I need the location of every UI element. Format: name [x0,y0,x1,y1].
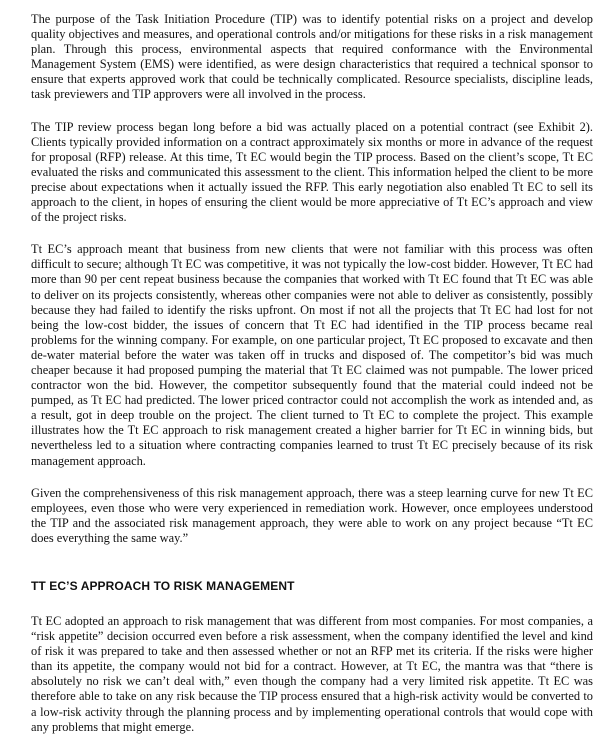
paragraph-risk-appetite: Tt EC adopted an approach to risk management that was different from most companies. For most companies, a “risk appetite” decision occurred even before a risk assessment, when the company identified the level and kind of risk it was prepared to take and then assessed whether or not an RFP met its criteria. If the risks were higher than its appetite, the company would not bid for a contract. However, at Tt EC, the mantra was that “there is absolutely no risk we can’t deal with,” even though the company had a very limited risk appetite. Tt EC was therefore able to take on any risk because the TIP process ensured that a high-risk activity would be converted to a low-risk activity through the planning process and by implementing operational controls that would cope with any problems that might emerge. [31,614,593,734]
paragraph-learning-curve: Given the comprehensiveness of this risk management approach, there was a steep learning curve for new Tt EC employees, even those who were very experienced in remediation work. However, once employees understood the TIP and the associated risk management approach, they were able to work on any project because “Tt EC does everything the same way.” [31,485,593,545]
document-page [31,12,593,752]
section-heading: TT EC’S APPROACH TO RISK MANAGEMENT [31,579,295,593]
paragraph-tip-review-process: The TIP review process began long before a bid was actually placed on a potential contract (see Exhibit 2). Clients typically provided information on a contract approximately six months or more in advance of the request for proposal (RFP) release. At this time, Tt EC would begin the TIP process. Based on the client’s scope, Tt EC evaluated the risks and communicated this assessment to the client. This information helped the client to be more precise about expectations when it actually issued the RFP. This early negotiation also enabled Tt EC to sell its approach to the client, in hopes of ensuring the client would be more appreciative of Tt EC’s approach and view of the project risks. [31,119,593,225]
paragraph-tip-purpose: The purpose of the Task Initiation Procedure (TIP) was to identify potential risks on a project and develop quality objectives and measures, and operational controls and/or mitigations for these risks in a risk management plan. Through this process, environmental aspects that required conformance with the Environmental Management System (EMS) were identified, as were design characteristics that required a technical sponsor to ensure that experts approved work that could be technically complicated. Resource specialists, discipline leads, task previewers and TIP approvers were all involved in the process. [31,12,593,102]
paragraph-repeat-business: Tt EC’s approach meant that business from new clients that were not familiar with this process was often difficult to secure; although Tt EC was competitive, it was not typically the low-cost bidder. However, Tt EC had more than 90 per cent repeat business because the companies that worked with Tt EC found that Tt EC was able to deliver on its projects consistently, whereas other companies were not able to deliver as consistently, possibly because they had failed to identify the risks upfront. On most if not all the projects that Tt EC had lost for not being the low-cost bidder, the issues of concern that Tt EC had identified in the TIP process became real problems for the winning company. For example, on one particular project, Tt EC proposed to excavate and then de-water material before the water was taken off in trucks and disposed of. The competitor’s bid was much cheaper because it had proposed pumping the material that Tt EC claimed was not pumpable. The lower priced contractor won the bid. However, the competitor subsequently found that the material could indeed not be pumped, as Tt EC had predicted. The lower priced contractor could not accomplish the work as intended and, as a result, got in deep trouble on the project. The client turned to Tt EC to complete the project. This example illustrates how the Tt EC approach to risk management created a higher barrier for Tt EC in winning bids, but nevertheless led to a situation where contracting companies learned to trust Tt EC precisely because of its risk management approach. [31,242,593,468]
